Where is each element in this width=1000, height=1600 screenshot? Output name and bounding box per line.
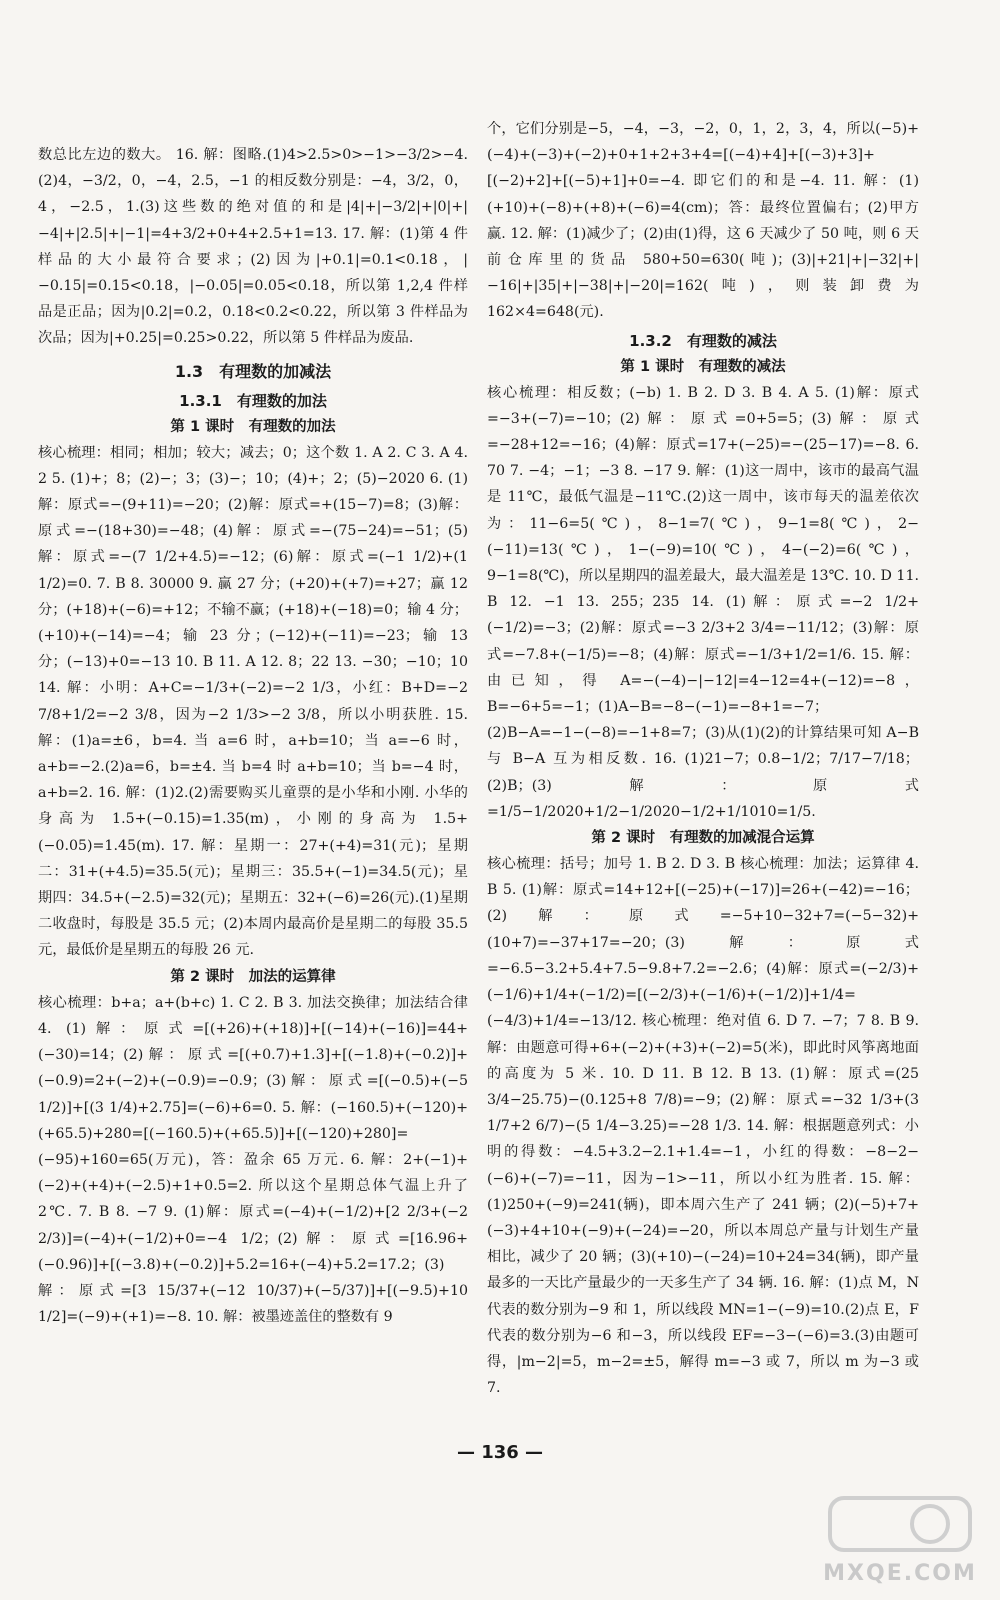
right-column xyxy=(487,116,919,1401)
answer-block: 核心梳理：b+a；a+(b+c) 1. C 2. B 3. 加法交换律；加法结合律 4. (1)解：原式=[(+26)+(+18)]+[(−14)+(−16)]=44+(−30)=14；(2)解：原式=[(+0.7)+1.3]+[(−1.8)+(−0.2)]+(−0.9)=2+(−2)+(−0.9)=−0.9；(3)解：原式=[(−0.5)+(−5 1/2)]+[(3 1/4)+2.75]=(−6)+6=0. 5. 解：(−160.5)+(−120)+(+65.5)+280=[(−160.5)+(+65.5)]+[(−120)+280]=(−95)+160=65(万元)，答：盈余 65 万元. 6. 解：2+(−1)+(−2)+(+4)+(−2.5)+1+0.5=2. 所以这个星期总体气温上升了 2℃. 7. B 8. −7 9. (1)解：原式=(−4)+(−1/2)+[2 2/3+(−2 2/3)]=(−4)+(−1/2)+0=−4 1/2；(2)解：原式=[16.96+(−0.96)]+[(−3.8)+(−0.2)]+5.2=16+(−4)+5.2=17.2；(3)解：原式=[3 15/37+(−12 10/37)+(−5/37)]+[(−9.5)+10 1/2]=(−9)+(+1)=−8. 10. 解：被墨迹盖住的整数有 9 xyxy=(38,994,468,1326)
answer-block: 核心梳理：相同；相加；较大；减去；0；这个数 1. A 2. C 3. A 4. 2 5. (1)+；8；(2)−；3；(3)−；10；(4)+；2；(5)−2020 6. (1)解：原式=−(9+11)=−20；(2)解：原式=+(15−7)=8；(3)解：原式=−(18+30)=−48；(4)解：原式=−(75−24)=−51；(5)解：原式=−(7 1/2+4.5)=−12；(6)解：原式=(−1 1/2)+(1 1/2)=0. 7. B 8. 30000 9. 赢 27 分；(+20)+(+7)=+27；赢 12 分；(+18)+(−6)=+12；不输不赢；(+18)+(−18)=0；输 4 分；(+10)+(−14)=−4；输 23 分；(−12)+(−11)=−23；输 13 分；(−13)+0=−13 10. B 11. A 12. 8；22 13. −30；−10；10 14. 解：小明：A+C=−1/3+(−2)=−2 1/3，小红：B+D=−2 7/8+1/2=−2 3/8，因为−2 1/3>−2 3/8，所以小明获胜. 15. 解：(1)a=±6，b=4. 当 a=6 时，a+b=10；当 a=−6 时，a+b=−2.(2)a=6，b=±4. 当 b=4 时 a+b=10；当 b=−4 时，a+b=2. 16. 解：(1)2.(2)需要购买儿童票的是小华和小刚. 小华的身高为 1.5+(−0.15)=1.35(m)，小刚的身高为 1.5+(−0.05)=1.45(m). 17. 解：星期一：27+(+4)=31(元)；星期二：31+(+4.5)=35.5(元)；星期三：35.5+(−1)=34.5(元)；星期四：34.5+(−2.5)=32(元)；星期五：32+(−6)=26(元).(1)星期二收盘时，每股是 35.5 元；(2)本周内最高价是星期二的每股 35.5 元，最低价是星期五的每股 26 元. xyxy=(38,444,468,959)
left-column xyxy=(38,142,468,1330)
subsection-title: 1.3.1 有理数的加法 xyxy=(179,391,327,410)
lesson-title: 第 1 课时 有理数的减法 xyxy=(620,358,786,375)
lesson-title: 第 1 课时 有理数的加法 xyxy=(170,418,336,435)
answer-block: 个，它们分别是−5，−4，−3，−2，0，1，2，3，4，所以(−5)+(−4)+(−3)+(−2)+0+1+2+3+4=[(−4)+4]+[(−3)+3]+[(−2)+2]+[(−5)+1]+0=−4. 即它们的和是−4. 11. 解：(1)(+10)+(−8)+(+8)+(−6)=4(cm)；答：最终位置偏右；(2)甲方赢. 12. 解：(1)减少了；(2)由(1)得，这 6 天减少了 50 吨，则 6 天前仓库里的货品 580+50=630(吨)；(3)|+21|+|−32|+|−16|+|35|+|−38|+|−20|=162(吨)，则装卸费为 162×4=648(元). xyxy=(487,121,919,321)
page-number: — 136 — xyxy=(456,1442,544,1463)
answer-block: 核心梳理：括号；加号 1. B 2. D 3. B 核心梳理：加法；运算律 4. B 5. (1)解：原式=14+12+[(−25)+(−17)]=26+(−42)=−16；(2)解：原式=−5+10−32+7=(−5−32)+(10+7)=−37+17=−20；(3)解：原式=−6.5−3.2+5.4+7.5−9.8+7.2=−2.6；(4)解：原式=(−2/3)+(−1/6)+1/4+(−1/2)=[(−2/3)+(−1/6)+(−1/2)]+1/4=(−4/3)+1/4=−13/12. 核心梳理：绝对值 6. D 7. −7；7 8. B 9. 解：由题意可得+6+(−2)+(+3)+(−2)=5(米)，即此时风筝离地面的高度为 5 米. 10. D 11. B 12. B 13. (1)解：原式=(25 3/4−25.75)−(0.125+8 7/8)=−9；(2)解：原式=−32 1/3+(3 1/7+2 6/7)−(5 1/4−3.25)=−28 1/3. 14. 解：根据题意列式：小明的得数：−4.5+3.2−2.1+1.4=−1，小红的得数：−8−2−(−6)+(−7)=−11，因为−1>−11，所以小红为胜者. 15. 解：(1)250+(−9)=241(辆)，即本周六生产了 241 辆；(2)(−5)+7+(−3)+4+10+(−9)+(−24)=−20，所以本周总产量与计划生产量相比，减少了 20 辆；(3)(+10)−(−24)=10+24=34(辆)，即产量最多的一天比产量最少的一天多生产了 34 辆. 16. 解：(1)点 M，N 代表的数分别为−9 和 1，所以线段 MN=1−(−9)=10.(2)点 E，F 代表的数分别为−6 和−3，所以线段 EF=−3−(−6)=3.(3)由题可得，|m−2|=5，m−2=±5，解得 m=−3 或 7，所以 m 为−3 或 7. xyxy=(487,856,919,1397)
subsection-title: 1.3.2 有理数的减法 xyxy=(629,331,777,350)
lesson-title: 第 2 课时 有理数的加减混合运算 xyxy=(591,830,815,847)
watermark-icon xyxy=(810,1490,990,1590)
lesson-title: 第 2 课时 加法的运算律 xyxy=(170,968,336,985)
section-title: 1.3 有理数的加减法 xyxy=(174,361,332,381)
answer-block: 数总比左边的数大。 16. 解：图略.(1)4>2.5>0>−1>−3/2>−4.(2)4，−3/2，0，−4，2.5，−1 的相反数分别是：−4，3/2，0，4，−2.5，1.(3)这些数的绝对值的和是|4|+|−3/2|+|0|+|−4|+|2.5|+|−1|=4+3/2+0+4+2.5+1=13. 17. 解：(1)第 4 件样品的大小最符合要求；(2)因为|+0.1|=0.1<0.18，|−0.15|=0.15<0.18，|−0.05|=0.05<0.18，所以第 1,2,4 件样品是正品；因为|0.2|=0.2，0.18<0.2<0.22，所以第 3 件样品为次品；因为|+0.25|=0.25>0.22，所以第 5 件样品为废品. xyxy=(38,147,468,347)
answer-block: 核心梳理：相反数；(−b) 1. B 2. D 3. B 4. A 5. (1)解：原式=−3+(−7)=−10；(2)解：原式=0+5=5；(3)解：原式=−28+12=−16；(4)解：原式=17+(−25)=−(25−17)=−8. 6. 70 7. −4；−1；−3 8. −17 9. 解：(1)这一周中，该市的最高气温是 11℃，最低气温是−11℃.(2)这一周中，该市每天的温差依次为：11−6=5(℃)，8−1=7(℃)，9−1=8(℃)，2−(−11)=13(℃)，1−(−9)=10(℃)，4−(−2)=6(℃)，9−1=8(℃)，所以星期四的温差最大，最大温差是 13℃. 10. D 11. B 12. −1 13. 255；235 14. (1)解：原式=−2 1/2+(−1/2)=−3；(2)解：原式=−3 2/3+2 3/4=−11/12；(3)解：原式=−7.8+(−1/5)=−8；(4)解：原式=−1/3+1/2=1/6. 15. 解：由已知，得 A=−(−4)−|−12|=4−12=4+(−12)=−8，B=−6+5=−1；(1)A−B=−8−(−1)=−8+1=−7；(2)B−A=−1−(−8)=−1+8=7；(3)从(1)(2)的计算结果可知 A−B 与 B−A 互为相反数. 16. (1)21−7；0.8−1/2；7/17−7/18；(2)B；(3)解：原式=1/5−1/2020+1/2−1/2020−1/2+1/1010=1/5. xyxy=(487,384,919,820)
watermark-text: MXQE.COM xyxy=(823,1561,977,1586)
watermark-logo xyxy=(810,1490,990,1590)
